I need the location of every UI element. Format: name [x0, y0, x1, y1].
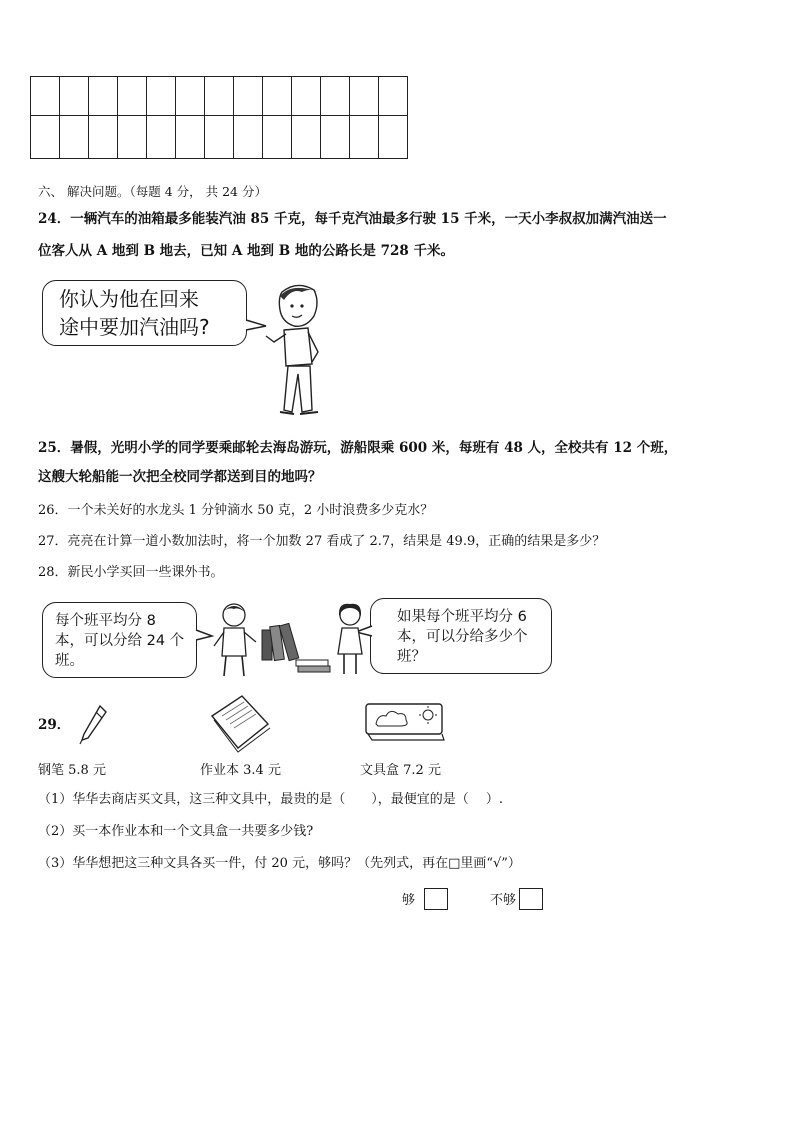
grid-cell — [89, 116, 118, 159]
q25-line2: 这艘大轮船能一次把全校同学都送到目的地吗？ — [38, 469, 322, 485]
grid-cell — [147, 116, 176, 159]
grid-cell — [147, 77, 176, 116]
q28-right-bubble: 如果每个班平均分 6 本，可以分给多少个班？ — [370, 598, 552, 674]
grid-cell — [31, 77, 60, 116]
boy-icon — [210, 602, 258, 678]
q25-line1: 25．暑假，光明小学的同学要乘邮轮去海岛游玩，游船限乘 600 米，每班有 48 人，全校共有 12 个班， — [38, 440, 678, 456]
q29-sub3: （3）华华想把这三种文具各买一件，付 20 元，够吗？（先列式，再在□里画“√”） — [38, 856, 521, 871]
grid-cell — [118, 77, 147, 116]
grid-cell — [263, 77, 292, 116]
q24-line2: 位客人从 A 地到 B 地去，已知 A 地到 B 地的公路长是 728 千米。 — [38, 243, 454, 259]
enough-checkbox[interactable] — [424, 888, 448, 910]
grid-cell — [205, 116, 234, 159]
grid-cell — [350, 77, 379, 116]
grid-cell — [234, 77, 263, 116]
grid-cell — [31, 116, 60, 159]
grid-cell — [234, 116, 263, 159]
grid-cell — [292, 77, 321, 116]
grid-cell — [321, 116, 350, 159]
notebook-price: 作业本 3.4 元 — [200, 763, 281, 778]
pencil-box-price: 文具盒 7.2 元 — [360, 763, 441, 778]
girl-icon — [332, 602, 368, 678]
not-enough-checkbox[interactable] — [519, 888, 543, 910]
books-icon — [260, 620, 332, 676]
grid-cell — [263, 116, 292, 159]
enough-label: 够 — [402, 893, 416, 908]
q29-sub2: （2）买一本作业本和一个文具盒一共要多少钱? — [38, 824, 314, 839]
grid-cell — [89, 77, 118, 116]
answer-grid — [30, 76, 408, 159]
q24-bubble-line1: 你认为他在回来 — [59, 287, 199, 311]
grid-cell — [118, 116, 147, 159]
notebook-icon — [208, 694, 270, 752]
pencil-box-icon — [364, 700, 446, 742]
pen-price: 钢笔 5.8 元 — [38, 763, 106, 778]
grid-cell — [292, 116, 321, 159]
q24-bubble-line2: 途中要加汽油吗? — [59, 315, 210, 339]
boy-pointing-icon — [262, 282, 332, 422]
grid-cell — [350, 116, 379, 159]
pen-icon — [78, 704, 108, 746]
grid-cell — [176, 77, 205, 116]
q28-text: 28．新民小学买回一些课外书。 — [38, 565, 224, 580]
grid-cell — [60, 77, 89, 116]
q29-sub1: （1）华华去商店买文具，这三种文具中，最贵的是（ ），最便宜的是（ ）. — [38, 792, 504, 807]
q24-speech-bubble — [42, 280, 247, 346]
q27-text: 27．亮亮在计算一道小数加法时，将一个加数 27 看成了 2.7，结果是 49.9，正确的结果是多少？ — [38, 534, 606, 549]
q29-number: 29． — [38, 717, 71, 733]
q28-left-bubble: 每个班平均分 8 本，可以分给 24 个班。 — [42, 602, 197, 678]
q26-text: 26．一个未关好的水龙头 1 分钟滴水 50 克，2 小时浪费多少克水？ — [38, 503, 434, 518]
grid-cell — [176, 116, 205, 159]
grid-cell — [379, 116, 408, 159]
grid-cell — [379, 77, 408, 116]
not-enough-label: 不够 — [490, 893, 517, 908]
grid-cell — [60, 116, 89, 159]
grid-cell — [205, 77, 234, 116]
grid-cell — [321, 77, 350, 116]
q24-line1: 24．一辆汽车的油箱最多能装汽油 85 千克，每千克汽油最多行驶 15 千米，一天小李叔叔加满汽油送一 — [38, 211, 667, 227]
section-title: 六、 解决问题。（每题 4 分， 共 24 分） — [38, 184, 267, 199]
